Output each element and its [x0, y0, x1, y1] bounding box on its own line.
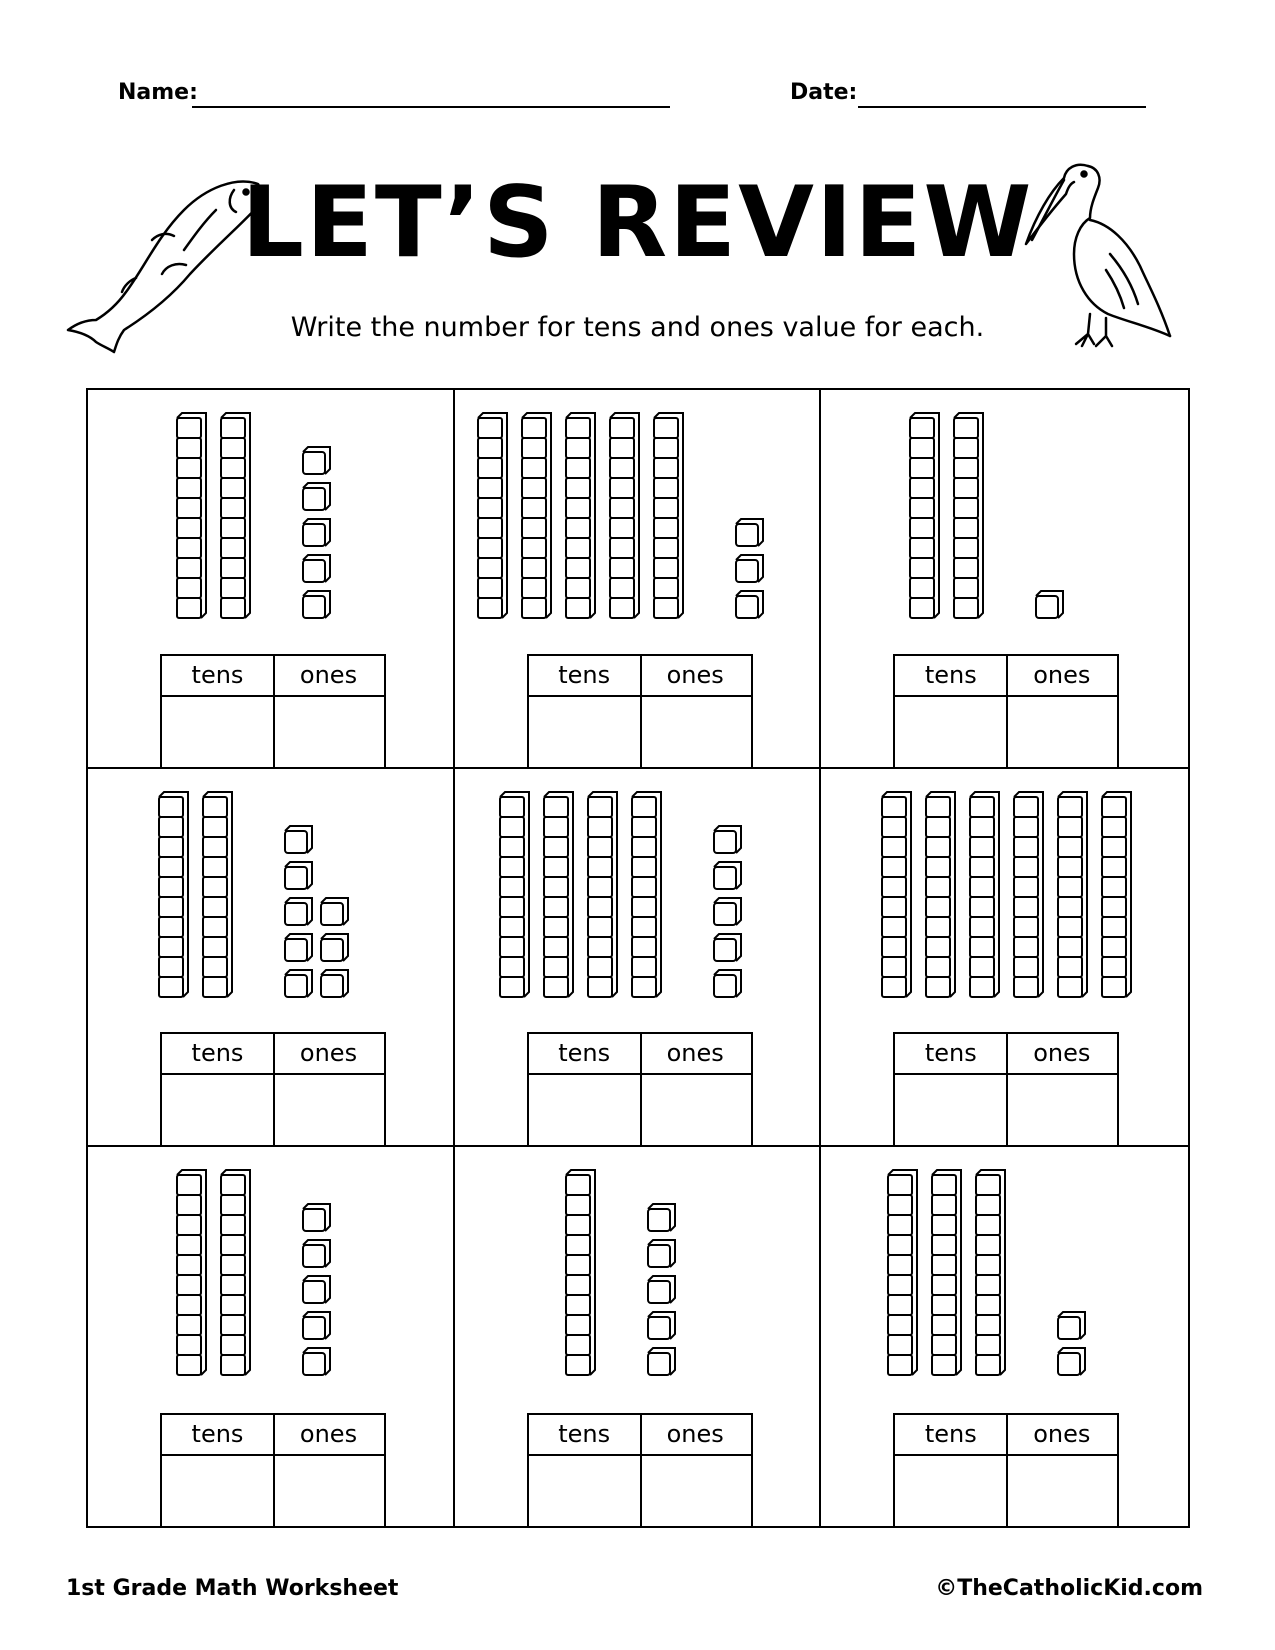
tens-rod — [522, 413, 551, 618]
base-ten-blocks — [821, 1147, 1187, 1397]
tens-header: tens — [191, 1039, 244, 1068]
ones-header: ones — [1033, 1039, 1091, 1068]
ones-header: ones — [666, 660, 724, 689]
ones-cube — [285, 898, 312, 925]
problem-cell — [821, 1147, 1188, 1526]
ones-cube — [285, 934, 312, 961]
problem-cell — [821, 390, 1188, 769]
tens-rod — [177, 1170, 206, 1375]
tens-rod — [910, 413, 939, 618]
problem-cell — [455, 390, 822, 769]
ones-cube — [714, 970, 741, 997]
ones-cube — [285, 826, 312, 853]
tens-rod — [932, 1170, 961, 1375]
tens-rod — [566, 1170, 595, 1375]
ones-header: ones — [666, 1039, 724, 1068]
tens-rod — [970, 792, 999, 997]
tens-rod — [588, 792, 617, 997]
base-ten-blocks — [455, 390, 821, 640]
tens-header: tens — [558, 1419, 611, 1448]
tens-answer-box[interactable] — [895, 697, 1006, 767]
problem-cell — [88, 390, 455, 769]
tens-answer-box[interactable] — [529, 1456, 640, 1526]
tens-rod — [177, 413, 206, 618]
ones-cube — [648, 1204, 675, 1231]
base-ten-blocks — [821, 390, 1187, 640]
tens-header: tens — [191, 660, 244, 689]
ones-header: ones — [1033, 1419, 1091, 1448]
ones-header: ones — [1033, 660, 1091, 689]
tens-rod — [976, 1170, 1005, 1375]
ones-cube — [303, 1240, 330, 1267]
date-field[interactable] — [858, 106, 1146, 108]
ones-cube — [736, 555, 763, 582]
tens-header: tens — [924, 1039, 977, 1068]
tens-rod — [654, 413, 683, 618]
ones-cube — [303, 1276, 330, 1303]
tens-rod — [926, 792, 955, 997]
instructions: Write the number for tens and ones value for each. — [290, 312, 985, 343]
tens-ones-table — [527, 1032, 753, 1145]
problem-cell — [455, 1147, 822, 1526]
date-label: Date: — [790, 80, 858, 105]
ones-cube — [736, 519, 763, 546]
ones-answer-box[interactable] — [1008, 1075, 1119, 1145]
tens-answer-box[interactable] — [529, 1075, 640, 1145]
tens-rod — [203, 792, 232, 997]
base-ten-blocks — [821, 769, 1187, 1019]
base-ten-blocks — [455, 1147, 821, 1397]
tens-ones-table — [893, 1413, 1119, 1526]
tens-rod — [500, 792, 529, 997]
problem-cell — [821, 769, 1188, 1148]
tens-rod — [566, 413, 595, 618]
ones-cube — [303, 555, 330, 582]
tens-ones-table — [893, 654, 1119, 767]
ones-cube — [321, 898, 348, 925]
tens-rod — [544, 792, 573, 997]
ones-cube — [1058, 1312, 1085, 1339]
base-ten-blocks — [455, 769, 821, 1019]
tens-header: tens — [924, 660, 977, 689]
tens-header: tens — [558, 660, 611, 689]
tens-rod — [1014, 792, 1043, 997]
ones-cube — [1058, 1348, 1085, 1375]
ones-header: ones — [299, 660, 358, 689]
ones-answer-box[interactable] — [275, 1075, 386, 1145]
tens-rod — [1102, 792, 1131, 997]
problem-cell — [88, 1147, 455, 1526]
tens-header: tens — [191, 1419, 244, 1448]
page-title: LET’S REVIEW — [241, 166, 1034, 280]
ones-cube — [648, 1348, 675, 1375]
tens-header: tens — [924, 1419, 977, 1448]
ones-header: ones — [299, 1039, 358, 1068]
problem-grid — [86, 388, 1190, 1528]
tens-rod — [954, 413, 983, 618]
ones-cube — [303, 483, 330, 510]
ones-cube — [648, 1312, 675, 1339]
tens-rod — [610, 413, 639, 618]
tens-ones-table — [893, 1032, 1119, 1145]
ones-cube — [648, 1240, 675, 1267]
tens-answer-box[interactable] — [162, 697, 273, 767]
ones-answer-box[interactable] — [642, 1456, 753, 1526]
footer-copyright: ©TheCatholicKid.com — [935, 1576, 1203, 1601]
tens-answer-box[interactable] — [529, 697, 640, 767]
tens-answer-box[interactable] — [162, 1075, 273, 1145]
tens-rod — [632, 792, 661, 997]
ones-answer-box[interactable] — [275, 1456, 386, 1526]
ones-cube — [285, 970, 312, 997]
ones-cube — [303, 1348, 330, 1375]
ones-cube — [714, 934, 741, 961]
tens-ones-table — [160, 1032, 386, 1145]
ones-cube — [303, 1312, 330, 1339]
ones-header: ones — [299, 1419, 358, 1448]
ones-cube — [303, 1204, 330, 1231]
name-field[interactable] — [192, 106, 670, 108]
tens-answer-box[interactable] — [162, 1456, 273, 1526]
base-ten-blocks — [88, 390, 454, 640]
tens-header: tens — [558, 1039, 611, 1068]
tens-rod — [1058, 792, 1087, 997]
tens-rod — [221, 1170, 250, 1375]
tens-ones-table — [160, 654, 386, 767]
ones-cube — [321, 934, 348, 961]
tens-answer-box[interactable] — [895, 1456, 1006, 1526]
ones-answer-box[interactable] — [1008, 697, 1119, 767]
ones-cube — [736, 591, 763, 618]
ones-answer-box[interactable] — [642, 1075, 753, 1145]
tens-answer-box[interactable] — [895, 1075, 1006, 1145]
tens-ones-table — [160, 1413, 386, 1526]
ones-answer-box[interactable] — [275, 697, 386, 767]
base-ten-blocks — [88, 769, 454, 1019]
ones-cube — [714, 898, 741, 925]
ones-cube — [714, 862, 741, 889]
base-ten-blocks — [88, 1147, 454, 1397]
ones-cube — [321, 970, 348, 997]
tens-ones-table — [527, 1413, 753, 1526]
ones-answer-box[interactable] — [642, 697, 753, 767]
problem-cell — [455, 769, 822, 1148]
problem-cell — [88, 769, 455, 1148]
tens-ones-table — [527, 654, 753, 767]
ones-header: ones — [666, 1419, 724, 1448]
ones-cube — [1036, 591, 1063, 618]
footer-grade-label: 1st Grade Math Worksheet — [66, 1576, 399, 1601]
ones-cube — [303, 519, 330, 546]
tens-rod — [221, 413, 250, 618]
tens-rod — [478, 413, 507, 618]
ones-cube — [285, 862, 312, 889]
ones-cube — [303, 591, 330, 618]
tens-rod — [159, 792, 188, 997]
ones-cube — [303, 447, 330, 474]
tens-rod — [882, 792, 911, 997]
ones-cube — [648, 1276, 675, 1303]
tens-rod — [888, 1170, 917, 1375]
ones-answer-box[interactable] — [1008, 1456, 1119, 1526]
ones-cube — [714, 826, 741, 853]
name-label: Name: — [118, 80, 198, 105]
